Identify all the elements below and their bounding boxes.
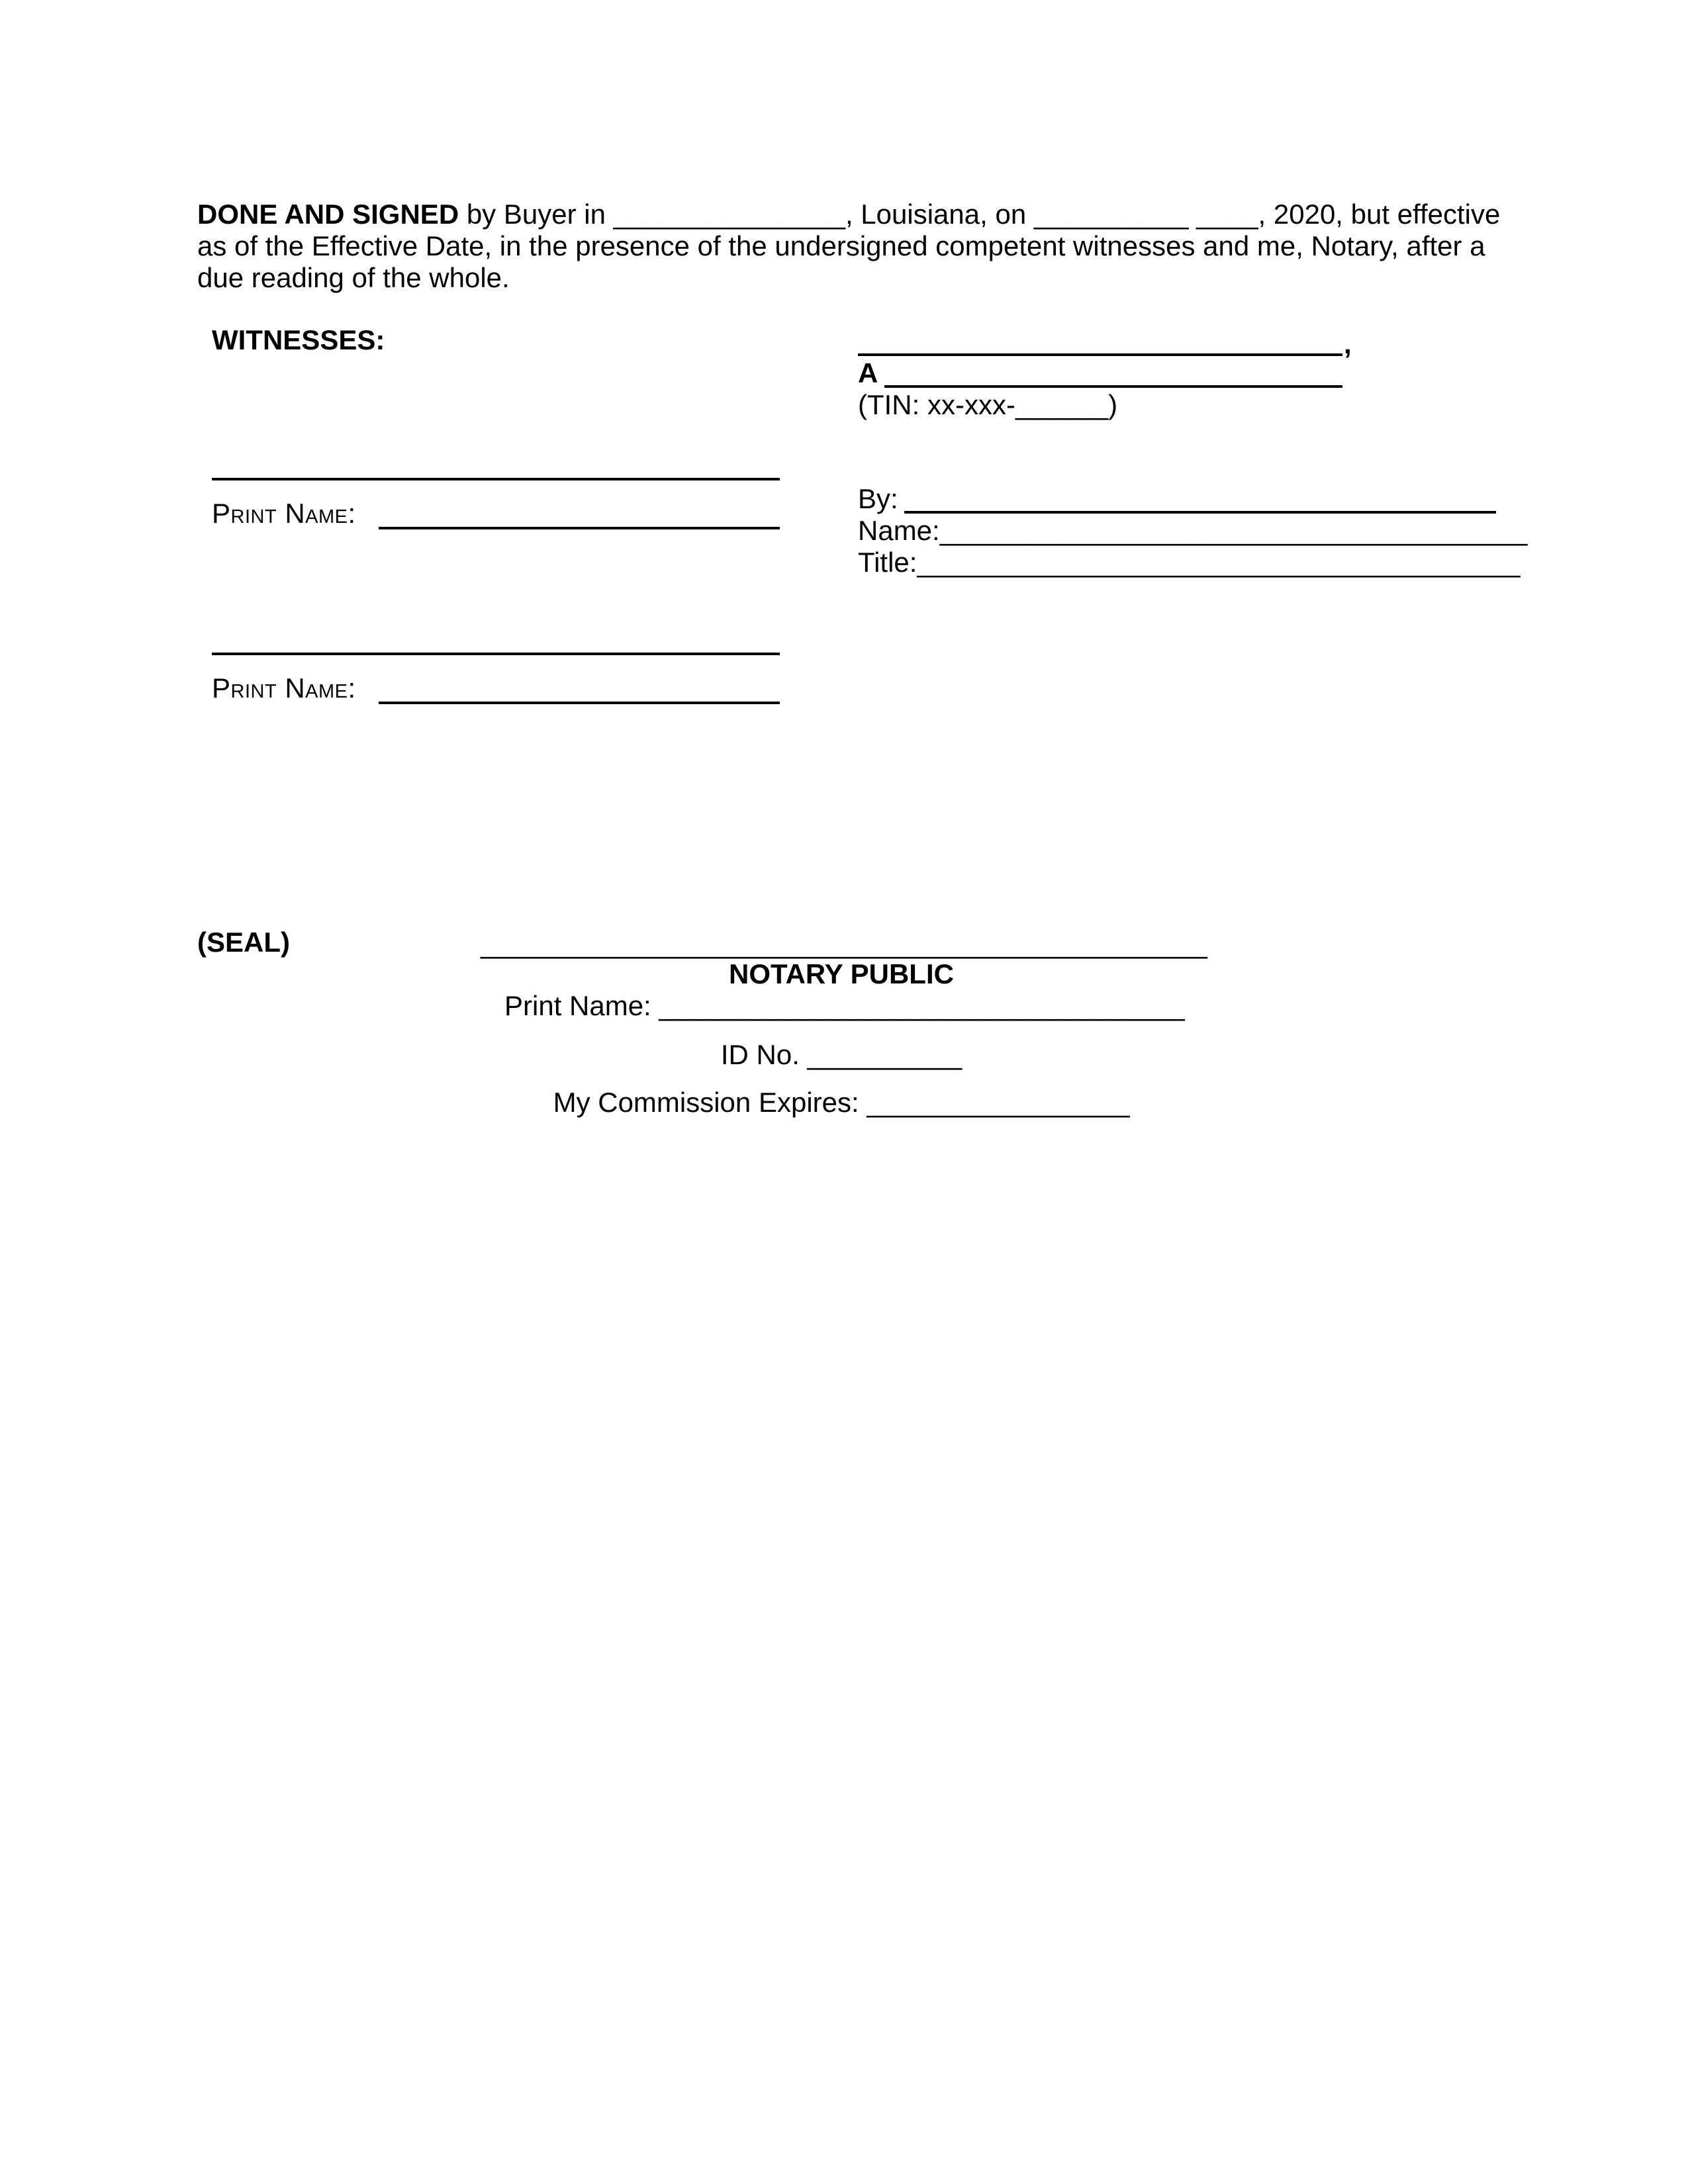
- witness-1-signature-line[interactable]: [212, 478, 780, 480]
- buyer-entity-name-line[interactable]: [858, 353, 1342, 356]
- buyer-a-label: A: [858, 357, 878, 388]
- buyer-tin: (TIN: xx-xxx-______): [858, 389, 1118, 420]
- notary-print-name-field[interactable]: Print Name: __________________________________: [504, 990, 1185, 1021]
- witnesses-heading: WITNESSES:: [212, 324, 385, 355]
- buyer-entity-comma: ,: [1344, 328, 1352, 359]
- notary-public-heading: NOTARY PUBLIC: [729, 958, 954, 989]
- done-and-signed-lead: DONE AND SIGNED: [197, 199, 459, 230]
- paragraph-line-3: due reading of the whole.: [197, 262, 510, 293]
- notary-id-field[interactable]: ID No. __________: [720, 1039, 962, 1070]
- seal-label: (SEAL): [197, 927, 290, 958]
- buyer-title-field[interactable]: Title:_______________________________________: [858, 547, 1521, 578]
- witness-1-print-name-label: Print Name:: [212, 498, 356, 529]
- witness-2-signature-line[interactable]: [212, 653, 780, 655]
- buyer-entity-type-line[interactable]: [884, 385, 1342, 388]
- buyer-by-signature-line[interactable]: [904, 511, 1496, 514]
- paragraph-line-2: as of the Effective Date, in the presence of the undersigned competent witnesses and me, Notary, after a: [197, 230, 1485, 261]
- buyer-name-field[interactable]: Name:______________________________________: [858, 515, 1528, 546]
- witness-1-print-name-line[interactable]: [379, 527, 780, 529]
- witness-2-print-name-line[interactable]: [379, 702, 780, 704]
- witness-2-print-name-label: Print Name:: [212, 672, 356, 704]
- paragraph-line-1: [197, 199, 1501, 230]
- notary-commission-field[interactable]: My Commission Expires: _________________: [553, 1087, 1130, 1118]
- notary-signature-line[interactable]: _______________________________________________: [481, 928, 1207, 959]
- signing-paragraph: [197, 199, 1501, 294]
- paragraph-line-1-rest: by Buyer in _______________, Louisiana, on __________ ____, 2020, but effective: [459, 199, 1501, 230]
- buyer-by-label: By:: [858, 483, 898, 514]
